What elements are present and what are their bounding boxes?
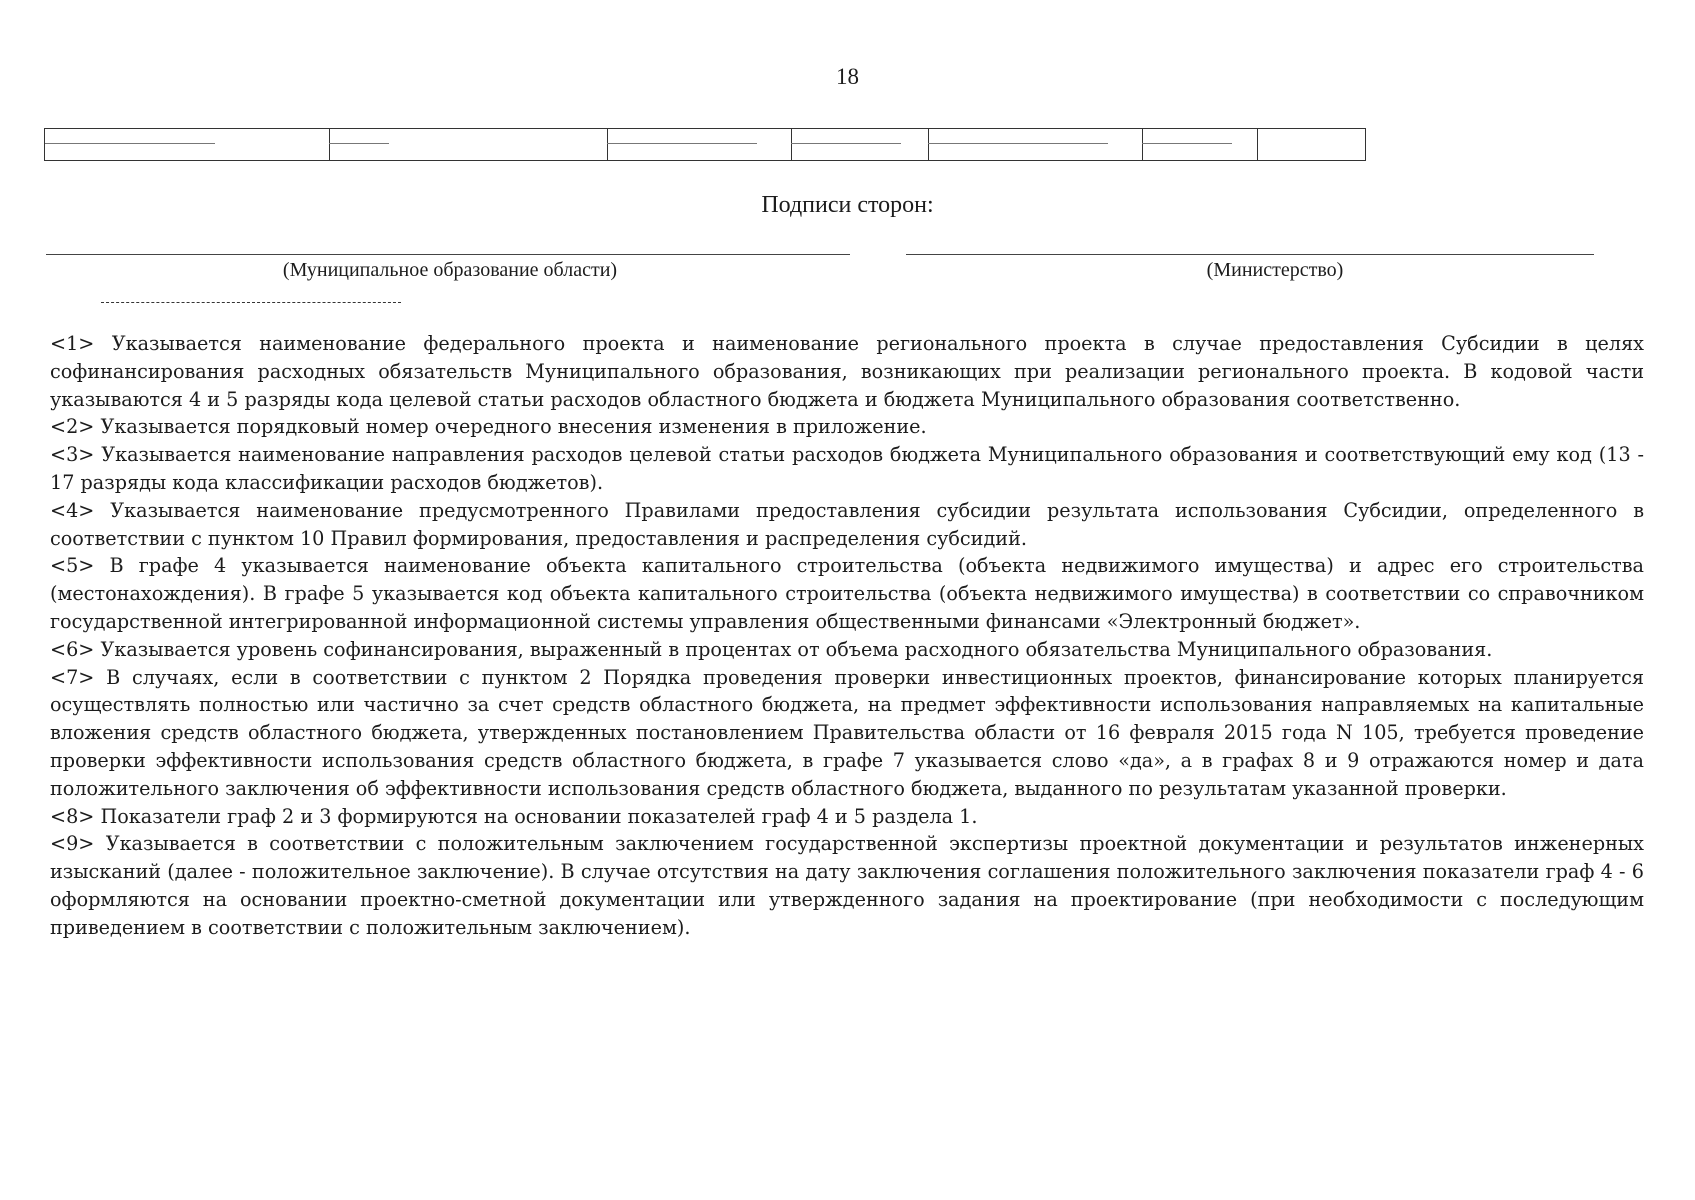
signature-caption-right: (Министерство): [1206, 259, 1344, 281]
footnote-3: <3> Указывается наименование направления расходов целевой статьи расходов бюджета Муниципального образования и соответствующий ему код (13 - 17 разряды кода классификации расходов бюджетов).: [50, 443, 1644, 494]
table-column-divider: [607, 129, 608, 160]
table-column-divider: [1142, 129, 1143, 160]
table-row-line: [329, 143, 389, 144]
table-row-line: [45, 143, 215, 144]
footnote-2: <2> Указывается порядковый номер очередного внесения изменения в приложение.: [50, 415, 927, 439]
page-number: 18: [836, 64, 859, 89]
footnote-9: <9> Указывается в соответствии с положительным заключением государственной экспертизы проектной документации и результатов инженерных изысканий (далее - положительное заключение). В случае отсутствия на дату заключения соглашения положительного заключения показатели граф 4 - 6 оформляются на основании проектно-сметной документации или утвержденного задания на проектирование (при необходимости с последующим приведением в соответствии с положительным заключением).: [50, 832, 1644, 939]
table-row-line: [791, 143, 901, 144]
footnote-1: <1> Указывается наименование федерального проекта и наименование регионального проекта в случае предоставления Субсидии в целях софинансирования расходных обязательств Муниципального образования, возникающих при реализации регионального проекта. В кодовой части указываются 4 и 5 разряды кода целевой статьи расходов областного бюджета и бюджета Муниципального образования соответственно.: [50, 332, 1644, 411]
table-column-divider: [791, 129, 792, 160]
footnote-8: <8> Показатели граф 2 и 3 формируются на основании показателей граф 4 и 5 раздела 1.: [50, 804, 978, 828]
table-row-line: [607, 143, 757, 144]
footnote-7: <7> В случаях, если в соответствии с пунктом 2 Порядка проведения проверки инвестиционных проектов, финансирование которых планируется осуществлять полностью или частично за счет средств областного бюджета, на предмет эффективности использования направляемых на капитальные вложения средств областного бюджета, утвержденных постановлением Правительства области от 16 февраля 2015 года N 105, требуется проведение проверки эффективности использования средств областного бюджета, в графе 7 указывается слово «да», а в графах 8 и 9 отражаются номер и дата положительного заключения об эффективности использования средств областного бюджета, выданного по результатам указанной проверки.: [50, 665, 1644, 800]
table-column-divider: [928, 129, 929, 160]
signature-line-right: [906, 254, 1594, 255]
table-column-divider: [329, 129, 330, 160]
table-row-line: [928, 143, 1108, 144]
table-bottom-strip: [44, 128, 1366, 161]
signature-line-left: [46, 254, 850, 255]
footnote-6: <6> Указывается уровень софинансирования, выраженный в процентах от объема расходного обязательства Муниципального образования.: [50, 637, 1493, 661]
table-column-divider: [1257, 129, 1258, 160]
signatures-title: Подписи сторон:: [761, 192, 934, 218]
footnotes: [50, 330, 1644, 942]
signature-caption-left: (Муниципальное образование области): [282, 259, 618, 281]
footnote-4: <4> Указывается наименование предусмотренного Правилами предоставления субсидии результата использования Субсидии, определенного в соответствии с пунктом 10 Правил формирования, предоставления и распределения субсидий.: [50, 498, 1644, 550]
footnote-separator: [101, 302, 401, 303]
table-row-line: [1142, 143, 1232, 144]
footnote-5: <5> В графе 4 указывается наименование объекта капитального строительства (объекта недвижимого имущества) и адрес его строительства (местонахождения). В графе 5 указывается код объекта капитального строительства (объекта недвижимого имущества) в соответствии со справочником государственной интегрированной информационной системы управления общественными финансами «Электронный бюджет».: [50, 554, 1644, 633]
